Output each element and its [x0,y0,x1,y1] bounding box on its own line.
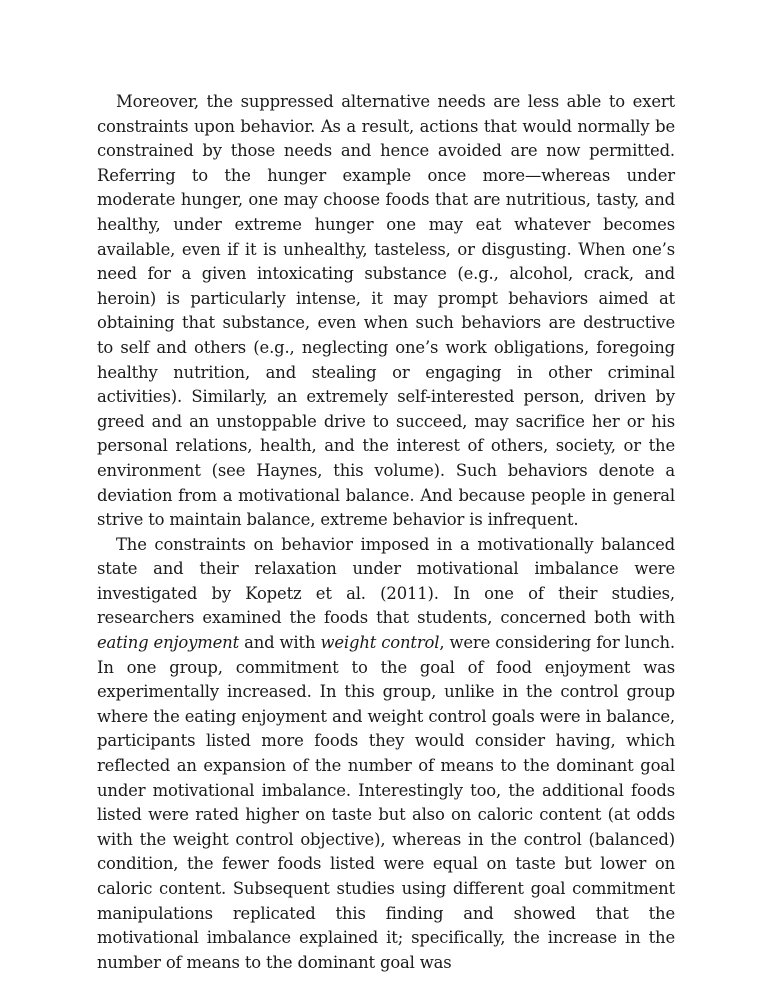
paragraph-2-text-c: , were considering for lunch. In one group, commitment to the goal of food enjoyment was experimentally increased. In this group, unlike in the control group where the eating enjoyment and weight control goals were in balance, participants listed more foods they would consider having, which reflected an expansion of the number of means to the dominant goal under motivational imbalance. Interestingly too, the additional foods listed were rated higher on taste but also on caloric content (at odds with the weight control objective), whereas in the control (balanced) condition, the fewer foods listed were equal on taste but lower on caloric content. Subsequent studies using different goal commitment manipulations replicated this finding and showed that the motivational imbalance explained it; specifically, the increase in the number of means to the dominant goal was [97,633,675,972]
paragraph-1 [97,90,675,533]
term-eating-enjoyment: eating enjoyment [97,633,240,653]
term-weight-control: weight control [320,633,440,653]
paragraph-1-text: Moreover, the suppressed alternative needs are less able to exert constraints upon behavior. As a result, actions that would normally be constrained by those needs and hence avoided are now permitted. Referring to the hunger example once more—whereas under moderate hunger, one may choose foods that are nutritious, tasty, and healthy, under extreme hunger one may eat whatever becomes available, even if it is unhealthy, tasteless, or disgusting. When one’s need for a given intoxicating substance (e.g., alcohol, crack, and heroin) is particularly intense, it may prompt behaviors aimed at obtaining that substance, even when such behaviors are destructive to self and others (e.g., neglecting one’s work obligations, foregoing healthy nutrition, and stealing or engaging in other criminal activities). Similarly, an extremely self-interested person, driven by greed and an unstoppable drive to succeed, may sacrifice her or his personal relations, health, and the interest of others, society, or the environment (see Haynes, this volume). Such behaviors denote a deviation from a motivational balance. And because people in general strive to maintain balance, extreme behavior is infrequent. [97,92,675,530]
paragraph-2-text-a: The constraints on behavior imposed in a motivationally balanced state and their relaxation under motivational imbalance were investigated by Kopetz et al. (2011). In one of their studies, researchers examined the foods that students, concerned both with [97,534,675,628]
document-body [97,90,675,975]
paragraph-2-text-b: and with [239,633,321,653]
paragraph-2 [97,533,675,976]
